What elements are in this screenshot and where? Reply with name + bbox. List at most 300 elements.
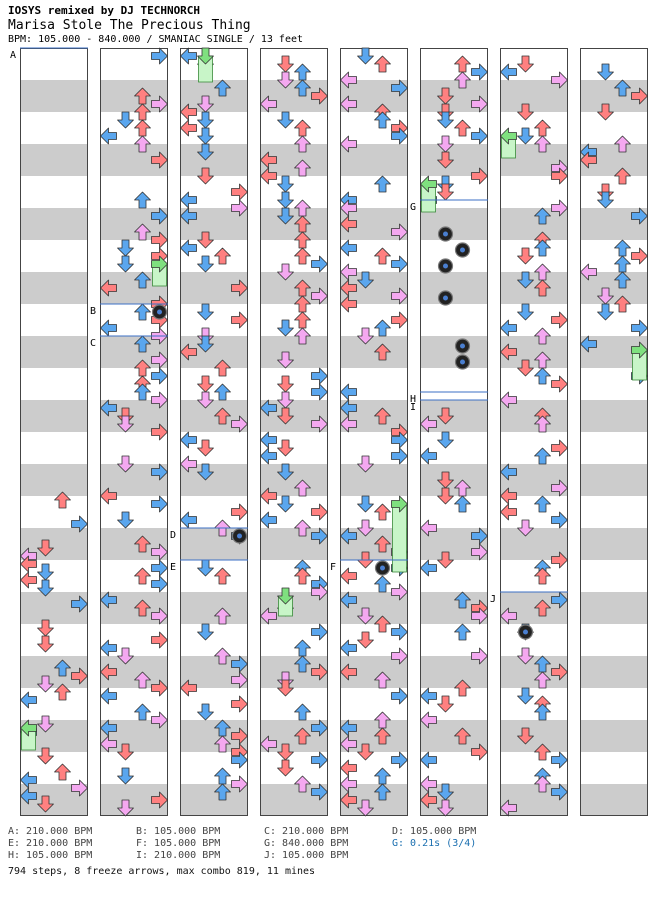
up-arrow-icon — [215, 360, 231, 376]
section-marker-label: D — [170, 530, 177, 541]
down-arrow-icon — [598, 288, 614, 304]
down-arrow-icon — [278, 56, 294, 72]
up-arrow-icon — [375, 104, 391, 120]
up-arrow-icon — [295, 200, 311, 216]
left-arrow-icon — [341, 200, 357, 216]
beat-band — [100, 592, 168, 624]
right-arrow-icon — [152, 544, 168, 560]
down-arrow-icon — [198, 328, 214, 344]
up-arrow-icon — [135, 224, 151, 240]
up-arrow-icon — [135, 336, 151, 352]
up-arrow-icon — [215, 648, 231, 664]
up-arrow-icon — [375, 712, 391, 728]
down-arrow-icon — [198, 232, 214, 248]
up-arrow-icon — [535, 448, 551, 464]
beat-band — [420, 784, 488, 816]
down-arrow-icon — [518, 56, 534, 72]
right-arrow-icon — [312, 576, 328, 592]
down-arrow-icon — [198, 128, 214, 144]
up-arrow-icon — [295, 280, 311, 296]
beat-band — [20, 528, 88, 560]
down-arrow-icon — [198, 56, 214, 72]
right-arrow-icon — [552, 552, 568, 568]
beat-band — [420, 80, 488, 112]
down-arrow-icon — [358, 496, 374, 512]
right-arrow-icon — [312, 784, 328, 800]
right-arrow-icon — [552, 440, 568, 456]
right-arrow-icon — [552, 72, 568, 88]
down-arrow-icon — [278, 600, 294, 616]
up-arrow-icon — [535, 560, 551, 576]
up-arrow-icon — [295, 296, 311, 312]
right-arrow-icon — [312, 584, 328, 600]
down-arrow-icon — [278, 192, 294, 208]
up-arrow-icon — [455, 592, 471, 608]
freeze-arrow-icon — [502, 136, 516, 158]
down-arrow-icon — [438, 784, 454, 800]
left-arrow-icon — [421, 792, 437, 808]
up-arrow-icon — [135, 136, 151, 152]
up-arrow-icon — [455, 72, 471, 88]
right-arrow-icon — [232, 744, 248, 760]
left-arrow-icon — [101, 664, 117, 680]
legend-entry: I: 210.000 BPM — [136, 850, 221, 861]
beat-band — [500, 80, 568, 112]
beat-band — [340, 592, 408, 624]
up-arrow-icon — [55, 660, 71, 676]
beat-band — [340, 656, 408, 688]
freeze-arrow-icon — [153, 264, 167, 286]
right-arrow-icon — [472, 744, 488, 760]
down-arrow-icon — [278, 672, 294, 688]
left-arrow-icon — [101, 488, 117, 504]
left-arrow-icon — [261, 168, 277, 184]
mine-icon — [439, 291, 453, 305]
legend-entry: G: 840.000 BPM — [264, 838, 349, 849]
right-arrow-icon — [72, 668, 88, 684]
right-arrow-icon — [152, 248, 168, 264]
beat-band — [580, 784, 648, 816]
up-arrow-icon — [535, 368, 551, 384]
column-border — [101, 49, 168, 816]
down-arrow-icon — [198, 96, 214, 112]
down-arrow-icon — [38, 636, 54, 652]
up-arrow-icon — [375, 576, 391, 592]
mine-icon — [456, 243, 470, 257]
beat-band — [420, 400, 488, 432]
chart-column — [260, 49, 328, 817]
notes-layer — [21, 48, 648, 816]
right-arrow-icon — [232, 312, 248, 328]
right-arrow-icon — [232, 696, 248, 712]
right-arrow-icon — [552, 784, 568, 800]
freeze-arrow-icon — [633, 350, 647, 380]
left-arrow-icon — [421, 752, 437, 768]
up-arrow-icon — [615, 256, 631, 272]
left-arrow-icon — [261, 488, 277, 504]
section-marker-label: I — [410, 402, 417, 413]
left-arrow-icon — [581, 336, 597, 352]
left-arrow-icon — [421, 712, 437, 728]
down-arrow-icon — [438, 552, 454, 568]
beat-band — [100, 272, 168, 304]
beat-band — [420, 592, 488, 624]
left-arrow-icon — [261, 152, 277, 168]
down-arrow-icon — [278, 352, 294, 368]
right-arrow-icon — [312, 504, 328, 520]
down-arrow-icon — [198, 440, 214, 456]
up-arrow-icon — [375, 344, 391, 360]
right-arrow-icon — [392, 424, 408, 440]
left-arrow-icon — [341, 96, 357, 112]
left-arrow-icon — [181, 120, 197, 136]
right-arrow-icon — [552, 160, 568, 176]
up-arrow-icon — [295, 80, 311, 96]
column-border — [181, 49, 248, 816]
down-arrow-icon — [278, 440, 294, 456]
left-arrow-icon — [501, 608, 517, 624]
left-arrow-icon — [261, 96, 277, 112]
beat-band — [260, 400, 328, 432]
down-arrow-icon — [198, 304, 214, 320]
down-arrow-icon — [198, 144, 214, 160]
beat-band — [500, 272, 568, 304]
right-arrow-icon — [552, 168, 568, 184]
down-arrow-icon — [118, 240, 134, 256]
section-markers — [10, 48, 568, 605]
right-arrow-icon — [152, 792, 168, 808]
mine-core — [380, 566, 385, 571]
down-arrow-icon — [438, 136, 454, 152]
up-arrow-icon — [535, 352, 551, 368]
up-arrow-icon — [135, 104, 151, 120]
beat-band — [100, 656, 168, 688]
left-arrow-icon — [341, 264, 357, 280]
mine-core — [523, 630, 528, 635]
up-arrow-icon — [535, 568, 551, 584]
up-arrow-icon — [535, 696, 551, 712]
left-arrow-icon — [341, 568, 357, 584]
chart-header — [8, 4, 664, 45]
down-arrow-icon — [198, 48, 214, 64]
up-arrow-icon — [535, 120, 551, 136]
right-arrow-icon — [472, 168, 488, 184]
beat-band — [420, 464, 488, 496]
chart-column — [100, 49, 168, 817]
right-arrow-icon — [472, 128, 488, 144]
beat-band — [20, 336, 88, 368]
left-arrow-icon — [341, 664, 357, 680]
beat-band — [180, 592, 248, 624]
up-arrow-icon — [135, 88, 151, 104]
column-border — [581, 49, 648, 816]
down-arrow-icon — [198, 624, 214, 640]
section-marker-label: G — [410, 202, 417, 213]
right-arrow-icon — [152, 48, 168, 64]
down-arrow-icon — [598, 64, 614, 80]
left-arrow-icon — [501, 64, 517, 80]
beat-band — [260, 464, 328, 496]
right-arrow-icon — [152, 368, 168, 384]
right-arrow-icon — [312, 368, 328, 384]
legend-entry: B: 105.000 BPM — [136, 826, 221, 837]
down-arrow-icon — [598, 104, 614, 120]
left-arrow-icon — [101, 688, 117, 704]
down-arrow-icon — [198, 168, 214, 184]
up-arrow-icon — [455, 728, 471, 744]
down-arrow-icon — [118, 112, 134, 128]
down-arrow-icon — [278, 72, 294, 88]
legend-row — [8, 850, 658, 862]
down-arrow-icon — [358, 48, 374, 64]
up-arrow-icon — [55, 684, 71, 700]
mine-icon — [376, 561, 390, 575]
left-arrow-icon — [341, 216, 357, 232]
up-arrow-icon — [215, 608, 231, 624]
up-arrow-icon — [295, 160, 311, 176]
right-arrow-icon — [312, 720, 328, 736]
beat-band — [260, 144, 328, 176]
down-arrow-icon — [118, 416, 134, 432]
beat-band — [260, 80, 328, 112]
up-arrow-icon — [215, 520, 231, 536]
right-arrow-icon — [472, 544, 488, 560]
left-arrow-icon — [501, 504, 517, 520]
chart-summary: 794 steps, 8 freeze arrows, max combo 819, 11 mines — [8, 866, 316, 877]
right-arrow-icon — [392, 544, 408, 560]
up-arrow-icon — [535, 776, 551, 792]
left-arrow-icon — [181, 48, 197, 64]
up-arrow-icon — [455, 496, 471, 512]
down-arrow-icon — [358, 800, 374, 816]
down-arrow-icon — [278, 464, 294, 480]
left-arrow-icon — [341, 416, 357, 432]
beat-band — [20, 464, 88, 496]
up-arrow-icon — [535, 240, 551, 256]
right-arrow-icon — [472, 608, 488, 624]
up-arrow-icon — [135, 384, 151, 400]
up-arrow-icon — [215, 384, 231, 400]
up-arrow-icon — [535, 656, 551, 672]
freeze-arrow-icon — [279, 596, 293, 616]
right-arrow-icon — [552, 664, 568, 680]
right-arrow-icon — [392, 256, 408, 272]
mine-icon — [233, 529, 247, 543]
up-arrow-icon — [375, 616, 391, 632]
up-arrow-icon — [295, 656, 311, 672]
right-arrow-icon — [232, 416, 248, 432]
up-arrow-icon — [455, 680, 471, 696]
left-arrow-icon — [341, 384, 357, 400]
down-arrow-icon — [118, 744, 134, 760]
legend-entry: H: 105.000 BPM — [8, 850, 93, 861]
beat-band — [100, 784, 168, 816]
artist-line: IOSYS remixed by DJ TECHNORCH — [8, 4, 201, 17]
up-arrow-icon — [135, 192, 151, 208]
up-arrow-icon — [615, 240, 631, 256]
legend-row — [8, 826, 658, 838]
right-arrow-icon — [152, 560, 168, 576]
down-arrow-icon — [518, 360, 534, 376]
down-arrow-icon — [438, 104, 454, 120]
up-arrow-icon — [535, 768, 551, 784]
freeze-arrow-icon — [22, 728, 36, 750]
right-arrow-icon — [152, 256, 168, 272]
beat-band — [100, 464, 168, 496]
down-arrow-icon — [438, 432, 454, 448]
left-arrow-icon — [341, 736, 357, 752]
up-arrow-icon — [295, 328, 311, 344]
up-arrow-icon — [295, 776, 311, 792]
right-arrow-icon — [392, 688, 408, 704]
beat-band — [500, 208, 568, 240]
right-arrow-icon — [232, 672, 248, 688]
right-arrow-icon — [312, 624, 328, 640]
up-arrow-icon — [535, 264, 551, 280]
down-arrow-icon — [118, 408, 134, 424]
beat-band — [20, 272, 88, 304]
up-arrow-icon — [135, 376, 151, 392]
up-arrow-icon — [535, 208, 551, 224]
chart-column — [180, 49, 248, 817]
left-arrow-icon — [261, 608, 277, 624]
down-arrow-icon — [518, 728, 534, 744]
left-arrow-icon — [501, 464, 517, 480]
section-marker-label: A — [10, 50, 17, 61]
left-arrow-icon — [421, 776, 437, 792]
left-arrow-icon — [21, 772, 37, 788]
up-arrow-icon — [615, 80, 631, 96]
right-arrow-icon — [152, 208, 168, 224]
beat-band — [340, 720, 408, 752]
up-arrow-icon — [295, 520, 311, 536]
column-border — [21, 49, 88, 816]
up-arrow-icon — [375, 672, 391, 688]
beat-band — [580, 720, 648, 752]
left-arrow-icon — [21, 572, 37, 588]
beat-band — [580, 464, 648, 496]
down-arrow-icon — [278, 496, 294, 512]
beat-band — [100, 336, 168, 368]
down-arrow-icon — [438, 800, 454, 816]
freeze-arrow-icon — [422, 184, 436, 212]
left-arrow-icon — [181, 680, 197, 696]
down-arrow-icon — [518, 272, 534, 288]
beat-band — [580, 592, 648, 624]
right-arrow-icon — [472, 648, 488, 664]
beat-band — [260, 656, 328, 688]
beat-band — [260, 720, 328, 752]
mine-core — [443, 264, 448, 269]
beat-band — [580, 144, 648, 176]
down-arrow-icon — [438, 176, 454, 192]
column-border — [501, 49, 568, 816]
down-arrow-icon — [38, 540, 54, 556]
right-arrow-icon — [392, 624, 408, 640]
right-arrow-icon — [232, 752, 248, 768]
right-arrow-icon — [312, 528, 328, 544]
beat-band — [260, 272, 328, 304]
right-arrow-icon — [312, 416, 328, 432]
left-arrow-icon — [101, 400, 117, 416]
up-arrow-icon — [375, 112, 391, 128]
beat-band — [340, 528, 408, 560]
left-arrow-icon — [341, 528, 357, 544]
legend-row — [8, 838, 658, 850]
down-arrow-icon — [198, 704, 214, 720]
down-arrow-icon — [278, 320, 294, 336]
up-arrow-icon — [135, 704, 151, 720]
right-arrow-icon — [472, 600, 488, 616]
up-arrow-icon — [295, 120, 311, 136]
up-arrow-icon — [215, 768, 231, 784]
up-arrow-icon — [615, 272, 631, 288]
right-arrow-icon — [392, 312, 408, 328]
right-arrow-icon — [632, 368, 648, 384]
left-arrow-icon — [261, 432, 277, 448]
right-arrow-icon — [552, 752, 568, 768]
right-arrow-icon — [472, 96, 488, 112]
right-arrow-icon — [552, 512, 568, 528]
down-arrow-icon — [438, 472, 454, 488]
beat-band — [260, 208, 328, 240]
up-arrow-icon — [55, 492, 71, 508]
right-arrow-icon — [392, 496, 408, 512]
right-arrow-icon — [232, 504, 248, 520]
down-arrow-icon — [438, 488, 454, 504]
up-arrow-icon — [375, 408, 391, 424]
up-arrow-icon — [535, 408, 551, 424]
left-arrow-icon — [101, 640, 117, 656]
beat-band — [20, 144, 88, 176]
right-arrow-icon — [552, 376, 568, 392]
legend-entry: J: 105.000 BPM — [264, 850, 349, 861]
left-arrow-icon — [181, 104, 197, 120]
right-arrow-icon — [152, 96, 168, 112]
right-arrow-icon — [232, 528, 248, 544]
up-arrow-icon — [295, 232, 311, 248]
beat-band — [500, 400, 568, 432]
up-arrow-icon — [215, 408, 231, 424]
right-arrow-icon — [312, 88, 328, 104]
down-arrow-icon — [38, 580, 54, 596]
beat-band — [180, 656, 248, 688]
beat-band — [180, 400, 248, 432]
right-arrow-icon — [392, 120, 408, 136]
beat-band — [20, 592, 88, 624]
mine-core — [157, 310, 162, 315]
beat-band — [420, 208, 488, 240]
left-arrow-icon — [181, 432, 197, 448]
beat-band — [180, 528, 248, 560]
up-arrow-icon — [215, 568, 231, 584]
down-arrow-icon — [518, 648, 534, 664]
right-arrow-icon — [152, 392, 168, 408]
down-arrow-icon — [358, 608, 374, 624]
beat-band — [180, 720, 248, 752]
down-arrow-icon — [358, 272, 374, 288]
down-arrow-icon — [438, 408, 454, 424]
beat-band — [20, 784, 88, 816]
up-arrow-icon — [535, 672, 551, 688]
left-arrow-icon — [501, 320, 517, 336]
left-arrow-icon — [581, 144, 597, 160]
left-arrow-icon — [181, 456, 197, 472]
beat-band — [420, 144, 488, 176]
down-arrow-icon — [278, 208, 294, 224]
right-arrow-icon — [152, 328, 168, 344]
up-arrow-icon — [135, 672, 151, 688]
